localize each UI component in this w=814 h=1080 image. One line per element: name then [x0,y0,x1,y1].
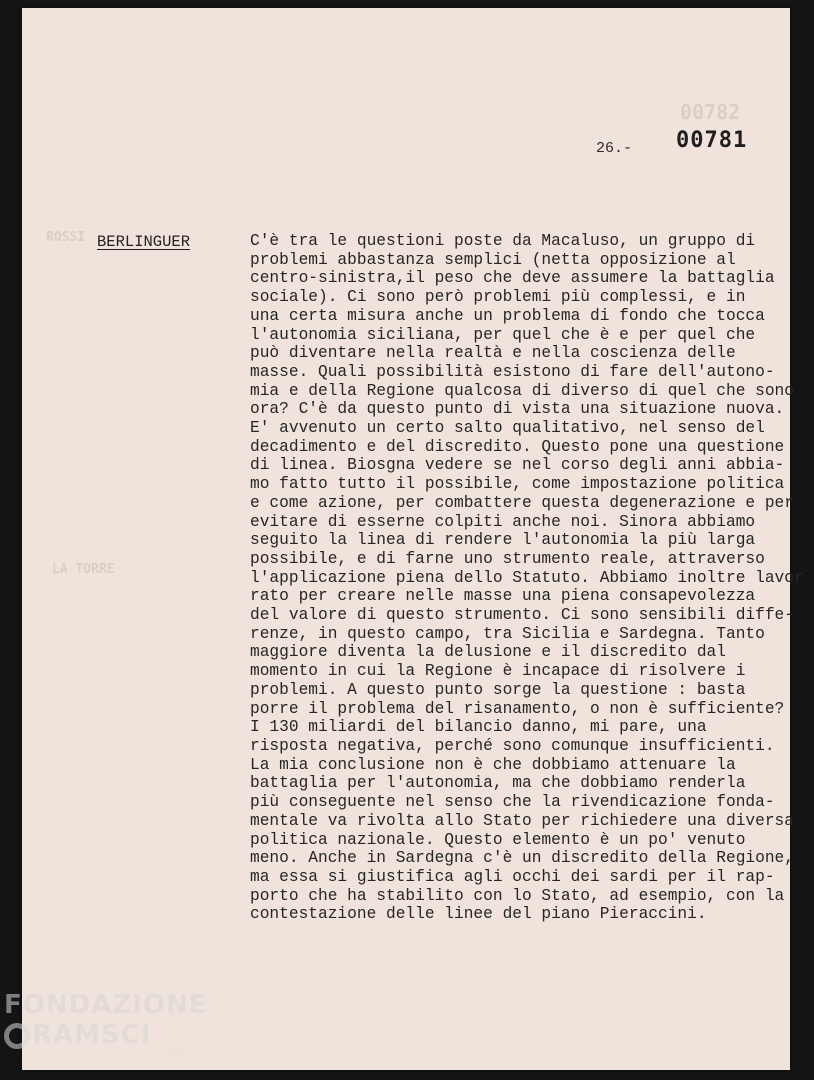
text-line: ora? C'è da questo punto di vista una situazione nuova. [250,400,785,419]
text-line: di linea. Biosgna vedere se nel corso degli anni abbia- [250,456,785,475]
text-line: risposta negativa, perché sono comunque insufficienti. [250,736,775,755]
text-line: battaglia per l'autonomia, ma che dobbiamo renderla [250,774,746,793]
text-line: mia e della Regione qualcosa di diverso di quel che sono [250,381,794,400]
text-line: ma essa si giustifica agli occhi dei sardi per il rap- [250,867,775,886]
text-line: I 130 miliardi del bilancio danno, mi pare, una [250,718,707,737]
speech-body [250,232,804,924]
text-line: può diventare nella realtà e nella coscienza delle [250,344,736,363]
text-line: masse. Quali possibilità esistono di fare dell'autono- [250,362,775,381]
text-line: C'è tra le questioni poste da Macaluso, un gruppo di [250,232,756,250]
watermark-line1: FONDAZIONE [4,990,208,1020]
text-line: del valore di questo strumento. Ci sono sensibili diffe- [250,606,794,625]
show-through-number: 00782 [680,100,741,124]
document-number: 00781 [676,128,748,153]
watermark-tag: onlus [164,1048,186,1057]
text-line: problemi abbastanza semplici (netta opposizione al [250,250,736,269]
fondazione-gramsci-watermark [4,990,207,1050]
text-line: e come azione, per combattere questa degenerazione e per [250,493,794,512]
page-number: 26.- [596,140,633,157]
text-line: più conseguente nel senso che la rivendicazione fonda- [250,793,775,812]
text-line: momento in cui la Regione è incapace di risolvere i [250,662,746,681]
text-line: decadimento e del discredito. Questo pone una questione [250,437,785,456]
text-line: l'applicazione piena dello Statuto. Abbiamo inoltre lavor [250,568,804,587]
watermark-line2: RAMSCI [32,1020,152,1050]
text-line: maggiore diventa la delusione e il discredito dal [250,643,726,662]
text-line: centro-sinistra,il peso che deve assumere la battaglia [250,269,775,288]
show-through-label: ROSSI [46,230,86,245]
text-line: mentale va rivolta allo Stato per richiedere una diversa [250,811,794,830]
text-line: politica nazionale. Questo elemento è un po' venuto [250,830,746,849]
text-line: rato per creare nelle masse una piena consapevolezza [250,587,756,606]
text-line: sociale). Ci sono però problemi più complessi, e in [250,288,746,307]
text-line: porto che ha stabilito con lo Stato, ad esempio, con la [250,886,785,905]
text-line: meno. Anche in Sardegna c'è un discredito della Regione, [250,849,794,868]
text-line: una certa misura anche un problema di fondo che tocca [250,306,765,325]
text-line: l'autonomia siciliana, per quel che è e per quel che [250,325,756,344]
text-line: problemi. A questo punto sorge la questione : basta [250,680,746,699]
text-line: E' avvenuto un certo salto qualitativo, nel senso del [250,419,765,438]
text-line: contestazione delle linee del piano Pieraccini. [250,905,707,924]
text-line: La mia conclusione non è che dobbiamo attenuare la [250,755,736,774]
text-line: mo fatto tutto il possibile, come impostazione politica [250,475,785,494]
text-line: seguito la linea di rendere l'autonomia la più larga [250,531,756,550]
gramsci-g-logo-icon [4,1023,30,1049]
show-through-label: LA TORRE [52,562,115,577]
watermark-line2-wrap [4,1020,207,1050]
text-line: porre il problema del risanamento, o non è sufficiente? [250,699,785,718]
text-line: possibile, e di farne uno strumento reale, attraverso [250,549,765,568]
text-line: evitare di esserne colpiti anche noi. Sinora abbiamo [250,512,756,531]
text-line: renze, in questo campo, tra Sicilia e Sardegna. Tanto [250,624,765,643]
speaker-name: BERLINGUER [97,233,191,251]
